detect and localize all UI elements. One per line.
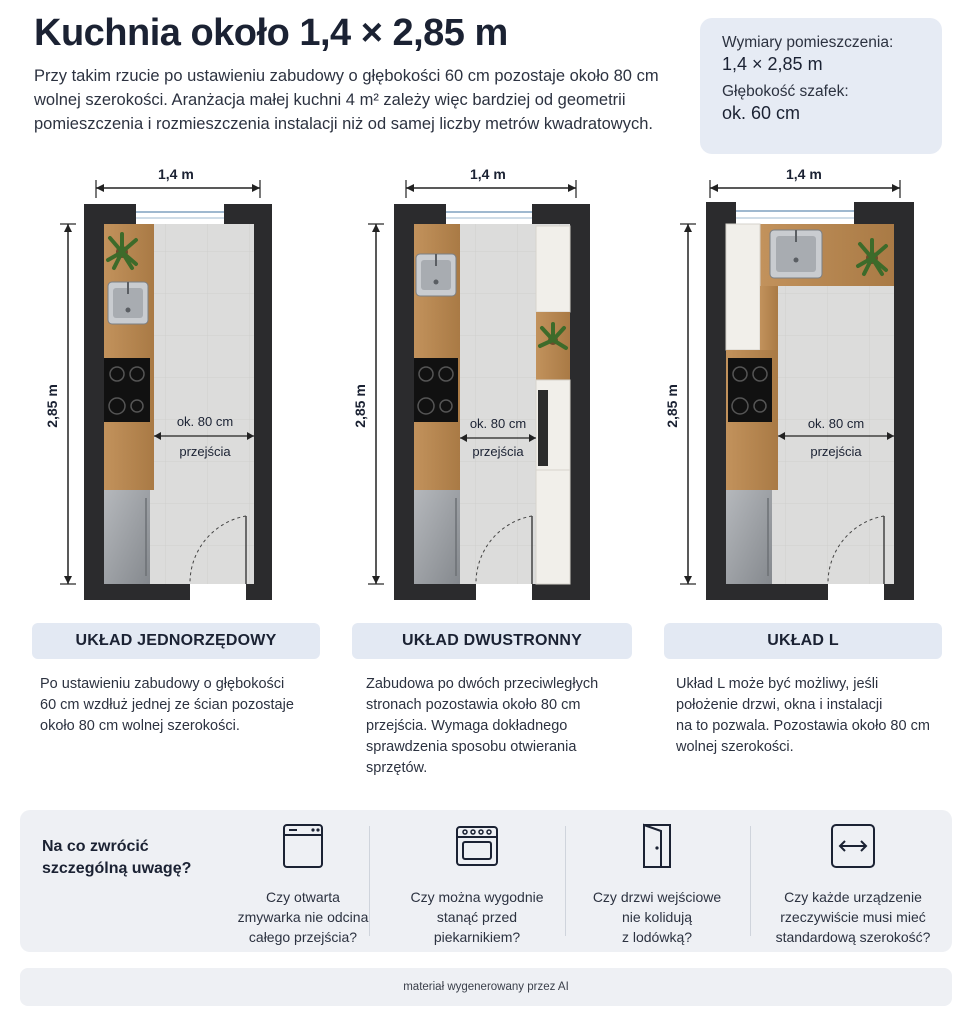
intro-text [34, 64, 694, 136]
width-arrows-icon [829, 822, 877, 870]
floor-plan-two-rows-drawing [350, 168, 630, 604]
desc-line: stronach pozostawia około 80 cm [366, 697, 581, 713]
desc-line: sprawdzenia sposobu otwierania [366, 739, 577, 755]
width-dimension [710, 180, 900, 198]
desc-line: 60 cm wzdłuż jednej ze ścian pozostaje [40, 697, 294, 713]
passage-label: przejścia [810, 444, 862, 459]
fridge-icon [104, 490, 150, 584]
desc-line: sprzętów. [366, 760, 428, 776]
fridge-icon [414, 490, 460, 584]
layout-desc-two-rows [366, 674, 646, 779]
fridge-icon [726, 490, 772, 584]
width-dimension [96, 180, 260, 198]
width-label: 1,4 m [786, 166, 822, 182]
tip-divider [369, 826, 370, 936]
intro-line: pomieszczenia i rozmieszczenia instalacji niż od samej liczby metrów kwadratowych. [34, 115, 653, 133]
height-dimension [680, 224, 696, 584]
floor-plan-single-row-drawing [40, 168, 320, 604]
passage-label: przejścia [179, 444, 231, 459]
tip-item: Czy otwarta zmywarka nie odcina całego przejścia? [218, 822, 388, 947]
desc-line: Układ L może być możliwy, jeśli [676, 676, 879, 692]
height-label: 2,85 m [351, 384, 368, 428]
tip-item: Czy drzwi wejściowe nie kolidują z lodówką? [572, 822, 742, 947]
door-opening [476, 584, 532, 604]
cooktop-icon [414, 358, 458, 422]
floor-plan-l-layout-drawing [660, 168, 940, 604]
oven-icon [453, 822, 501, 870]
layout-title-l-layout: UKŁAD L [664, 623, 942, 659]
tip-divider [565, 826, 566, 936]
floor-plan-two-rows [350, 168, 630, 604]
floor-plan-l-layout [660, 168, 940, 604]
height-label: 2,85 m [663, 384, 680, 428]
sink-icon [770, 230, 822, 278]
door-opening [828, 584, 884, 604]
desc-line: na to pozwala. Pozostawia około 80 cm [676, 718, 930, 734]
tips-panel [20, 810, 952, 952]
gap-label: ok. 80 cm [469, 416, 527, 431]
cabinet-depth-value: ok. 60 cm [722, 103, 801, 123]
tip-item: Czy każde urządzenie rzeczywiście musi mieć standardową szerokość? [768, 822, 938, 947]
desc-line: około 80 cm wolnej szerokości. [40, 718, 240, 734]
layout-desc-single-row [40, 674, 330, 737]
width-label: 1,4 m [158, 166, 194, 182]
tip-divider [750, 826, 751, 936]
desc-line: położenie drzwi, okna i instalacji [676, 697, 883, 713]
desc-line: wolnej szerokości. [676, 739, 794, 755]
gap-label: ok. 80 cm [807, 416, 865, 431]
tall-cabinet-left [726, 224, 760, 350]
tall-cabinet-right [536, 226, 570, 312]
width-label: 1,4 m [470, 166, 506, 182]
sink-icon [108, 282, 148, 324]
tips-heading: Na co zwrócić szczególną uwagę? [42, 838, 192, 877]
cabinet-right-lower [536, 470, 570, 584]
intro-line: wolnej szerokości. Aranżacja małej kuchni 4 m² zależy więc bardziej od geometrii [34, 91, 626, 109]
desc-line: Zabudowa po dwóch przeciwległych [366, 676, 599, 692]
gap-label: ok. 80 cm [176, 414, 234, 429]
window [736, 202, 854, 224]
room-dimensions-value: 1,4 × 2,85 m [722, 54, 823, 74]
door-opening [190, 584, 246, 604]
intro-line: Przy takim rzucie po ustawieniu zabudowy o głębokości 60 cm pozostaje około 80 cm [34, 67, 659, 85]
desc-line: przejścia. Wymaga dokładnego [366, 718, 568, 734]
floor-plan-single-row [40, 168, 320, 604]
width-dimension [406, 180, 576, 198]
dimensions-box [700, 18, 942, 154]
window [136, 204, 224, 224]
tip-item: Czy można wygodnie stanąć przed piekarnikiem? [392, 822, 562, 947]
height-dimension [368, 224, 384, 584]
height-label: 2,85 m [43, 384, 60, 428]
layout-title-two-rows: UKŁAD DWUSTRONNY [352, 623, 632, 659]
passage-label: przejścia [472, 444, 524, 459]
cooktop-icon [728, 358, 772, 422]
window [446, 204, 532, 224]
dishwasher-icon [279, 822, 327, 870]
cooktop-icon [104, 358, 150, 422]
desc-line: Po ustawieniu zabudowy o głębokości [40, 676, 285, 692]
room-dimensions-label: Wymiary pomieszczenia: [722, 34, 894, 51]
height-dimension [60, 224, 76, 584]
ai-generated-note: materiał wygenerowany przez AI [20, 968, 952, 1006]
sink-icon [416, 254, 456, 296]
layout-title-single-row: UKŁAD JEDNORZĘDOWY [32, 623, 320, 659]
door-icon [633, 822, 681, 870]
page-title: Kuchnia około 1,4 × 2,85 m [34, 12, 508, 54]
layout-desc-l-layout [676, 674, 956, 758]
cabinet-depth-label: Głębokość szafek: [722, 83, 849, 100]
